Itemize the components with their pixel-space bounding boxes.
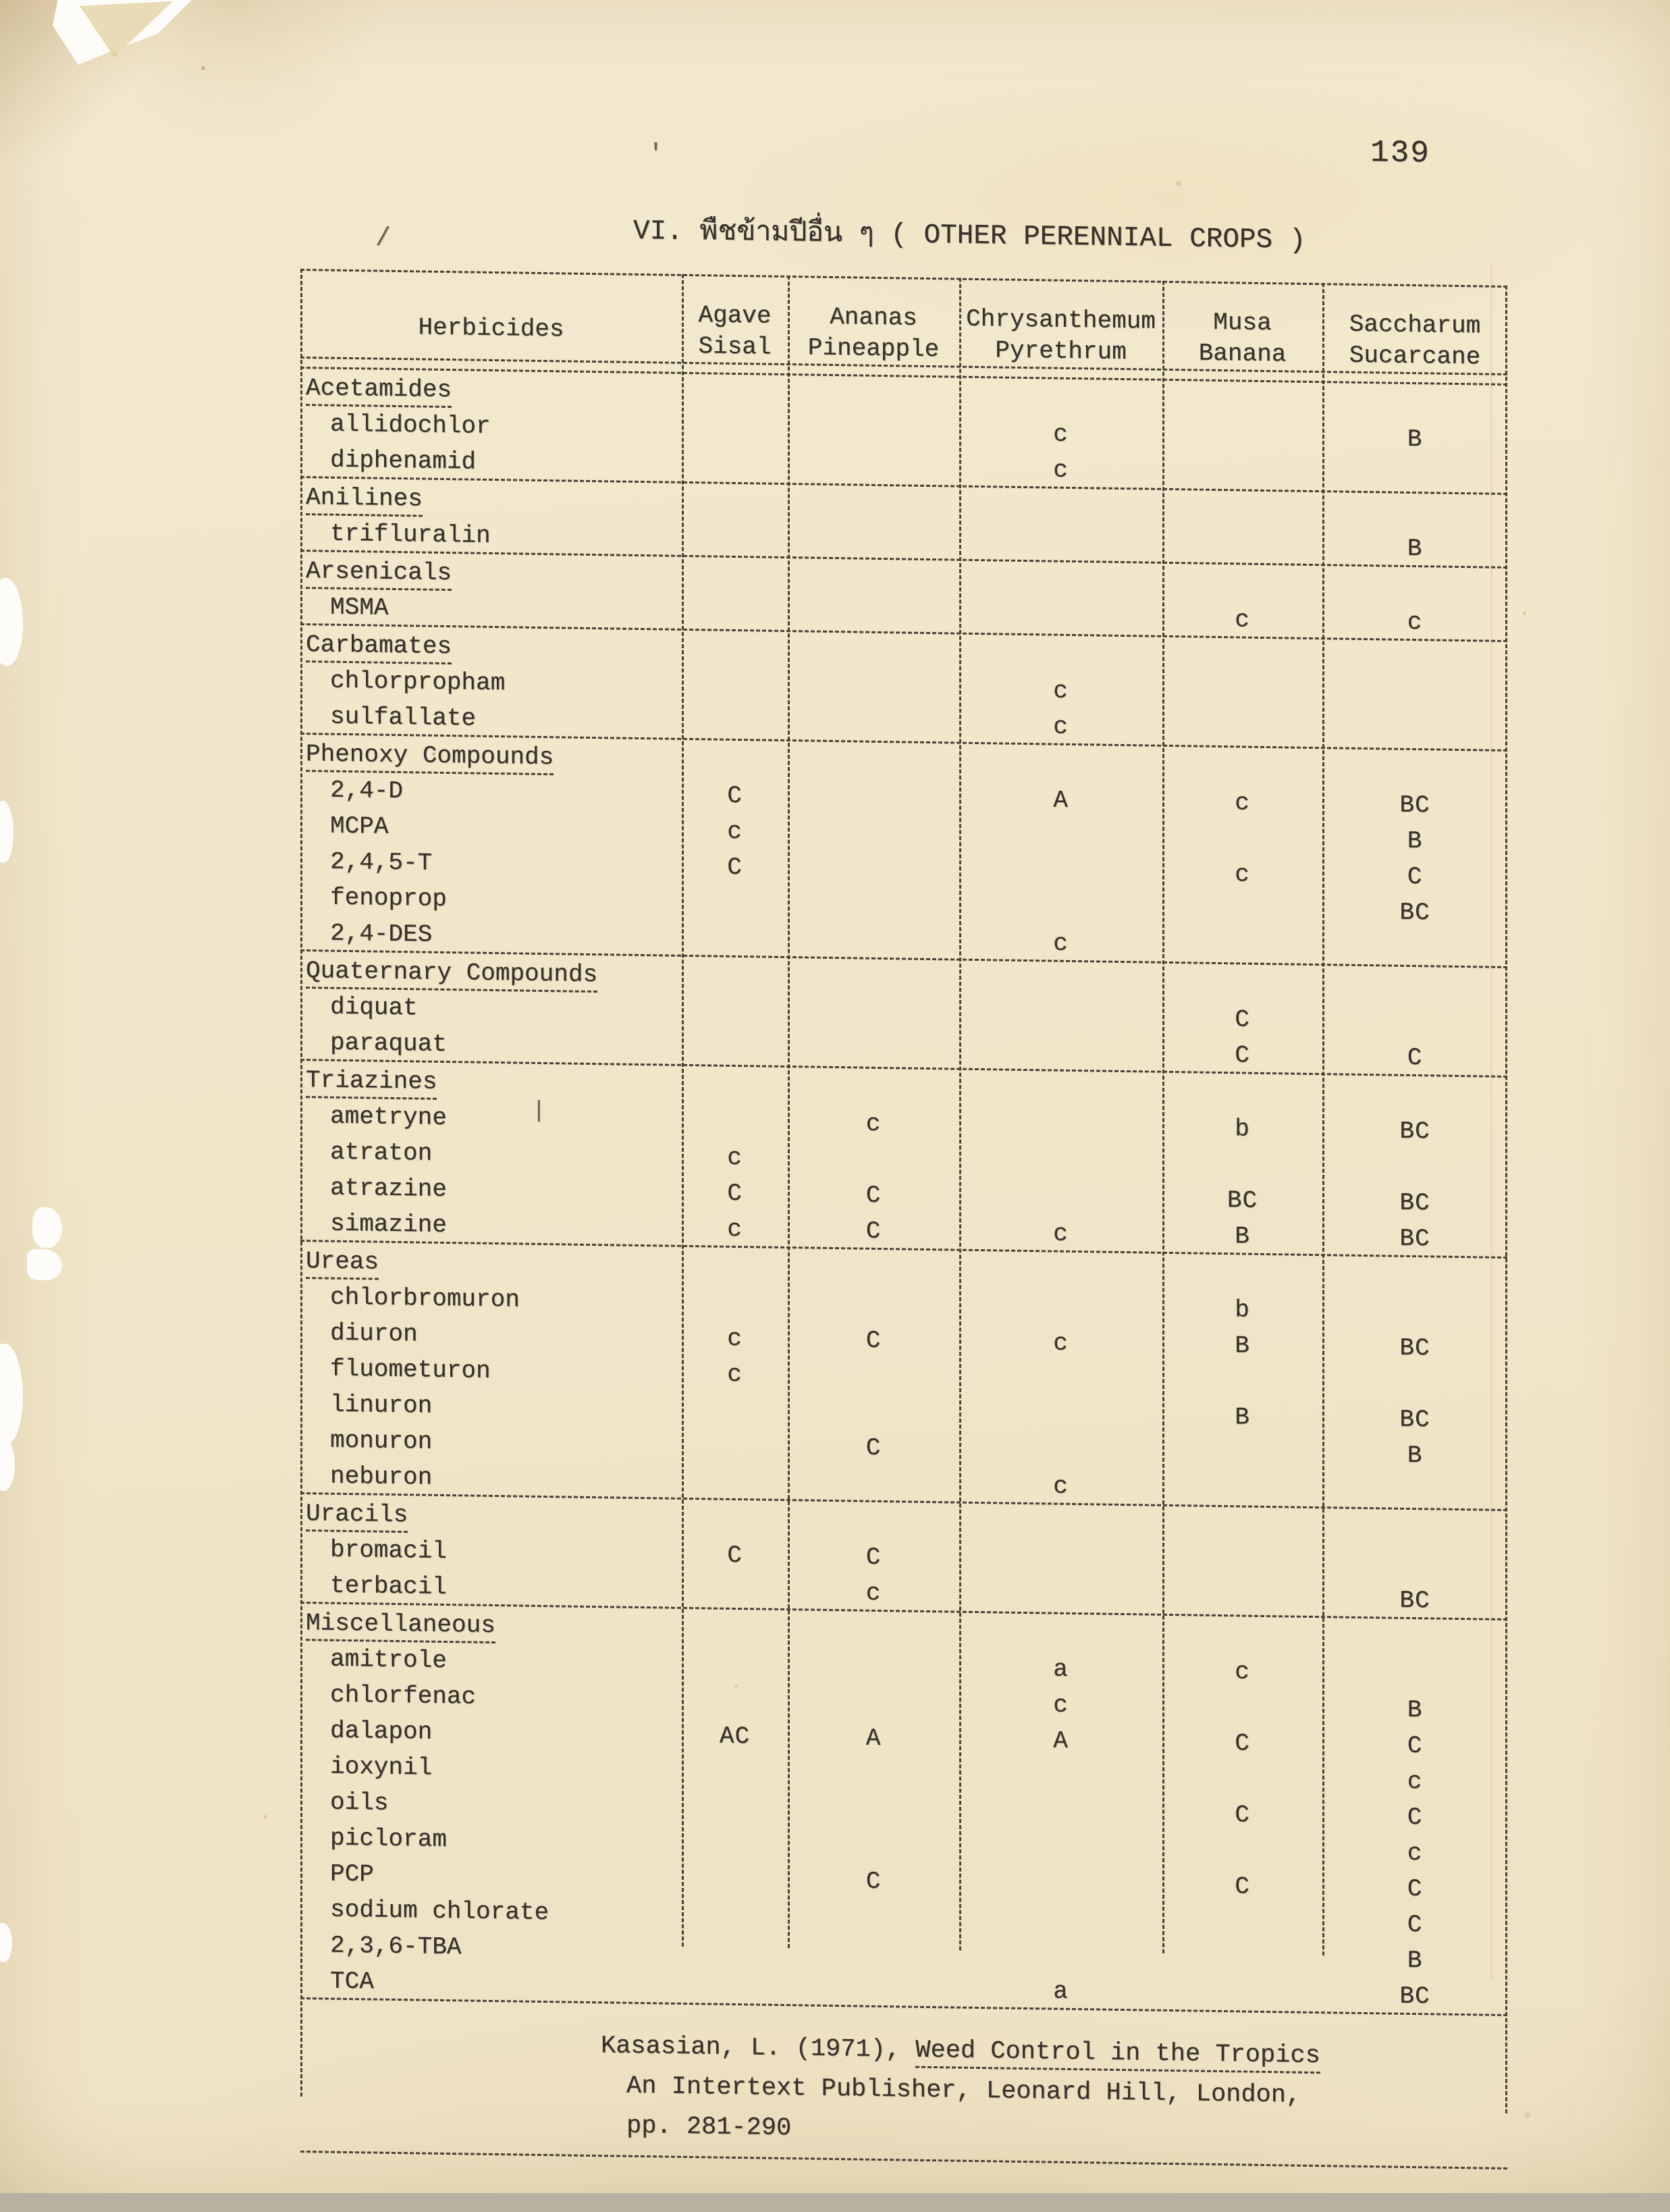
column-header-agave-sisal [682,300,788,375]
herbicide-name: ametryne [330,1102,447,1132]
column-header-line: Ananas [830,302,917,332]
section-name-cell [300,374,682,410]
cell-agave-sisal: C [727,781,743,810]
table-body [300,369,1507,2014]
herbicide-name: atraton [330,1138,433,1167]
cell-musa-banana: BC [1227,1186,1258,1215]
cell-musa-banana: c [1235,606,1250,634]
herbicide-name-cell [300,593,682,629]
cell-ananas-pineapple: C [865,1543,882,1572]
column-header-ananas-pineapple [788,301,959,378]
cell-agave-sisal: c [727,817,743,846]
herbicide-name-cell [300,1462,682,1498]
herbicide-name: chlorbromuron [330,1283,520,1314]
herbicide-name-cell [300,1138,682,1174]
cell-musa-banana: B [1235,1403,1250,1431]
cell-ananas-pineapple: A [865,1724,882,1753]
herbicide-name: 2,4,5-T [330,847,433,877]
herbicide-name-cell [300,847,682,883]
herbicide-name: linuron [330,1390,433,1420]
herbicide-name-cell [300,1860,682,1895]
herbicide-table [300,269,1507,2169]
herbicide-name: allidochlor [330,410,491,440]
stray-mark: ' [648,140,664,169]
herbicide-name: diuron [330,1319,418,1348]
cell-saccharum-sucarcane: B [1407,534,1423,563]
cell-saccharum-sucarcane: BC [1399,1188,1430,1217]
herbicide-name: fenoprop [330,883,447,914]
herbicide-name-cell [300,1571,682,1607]
cell-ananas-pineapple: C [865,1181,882,1210]
section-name-cell [300,740,682,776]
section-name-cell [300,557,682,593]
column-header-saccharum-sucarcane [1322,309,1507,386]
citation-book-title: Weed Control in the Tropics [915,2036,1320,2074]
column-header-herbicides: Herbicides [418,313,564,344]
stray-mark: / [375,223,391,253]
cell-chrysanthemum-pyrethrum: c [1053,929,1069,957]
herbicide-name-cell [300,1716,682,1752]
cell-chrysanthemum-pyrethrum: a [1053,1977,1069,2005]
citation-line-2: An Intertext Publisher, Leonard Hill, London, [626,2072,1301,2110]
column-header-line: Musa [1213,308,1272,338]
herbicide-name-cell [300,1354,682,1390]
section-name-cell [300,483,682,519]
herbicide-name: diphenamid [330,446,477,476]
herbicide-name-cell [300,1645,682,1681]
cell-saccharum-sucarcane: B [1407,1695,1423,1724]
cell-chrysanthemum-pyrethrum: c [1053,1472,1069,1500]
herbicide-name-cell [300,919,682,955]
cell-agave-sisal: AC [719,1722,751,1751]
herbicide-name-cell [300,702,682,738]
cell-saccharum-sucarcane: B [1407,425,1423,454]
title-section-number: VI. [633,215,683,248]
section-label: Anilines [306,483,423,517]
cell-chrysanthemum-pyrethrum: c [1053,420,1069,448]
cell-chrysanthemum-pyrethrum: c [1053,1219,1069,1248]
herbicide-name: 2,4-DES [330,919,433,949]
citation-block [300,1997,1507,2169]
herbicide-name: MSMA [330,593,389,622]
herbicide-name-cell [300,1967,682,2003]
herbicide-name-cell [300,410,682,446]
table-border-left [300,269,302,2097]
cell-musa-banana: C [1235,1041,1250,1070]
herbicide-name: paraquat [330,1028,447,1059]
herbicide-name: picloram [330,1824,447,1854]
herbicide-name-cell [300,1028,682,1064]
herbicide-name-cell [300,1283,682,1319]
herbicide-name-cell [300,1895,682,1931]
cell-chrysanthemum-pyrethrum: c [1053,1691,1069,1719]
cell-chrysanthemum-pyrethrum: c [1053,712,1069,741]
table-border-right [1505,286,1507,2113]
section-label: Miscellaneous [306,1609,495,1643]
herbicide-name: sulfallate [330,702,477,733]
herbicide-name-cell [300,812,682,847]
citation-line-3: pp. 281-290 [626,2111,792,2143]
herbicide-name: 2,4-D [330,776,404,806]
herbicide-name-cell [300,993,682,1028]
herbicide-name: PCP [330,1860,374,1889]
column-header-line: Saccharum [1349,310,1481,340]
section-label: Quaternary Compounds [306,957,597,993]
cell-chrysanthemum-pyrethrum: A [1053,786,1069,814]
cell-ananas-pineapple: C [865,1326,882,1355]
section-name-cell [300,957,682,993]
herbicide-name-cell [300,666,682,702]
cell-musa-banana: b [1235,1296,1250,1324]
herbicide-name: TCA [330,1967,374,1996]
herbicide-name: diquat [330,993,418,1022]
cell-agave-sisal: c [727,1143,743,1172]
herbicide-name: MCPA [330,812,389,841]
cell-saccharum-sucarcane: c [1407,1767,1423,1796]
herbicide-name-cell [300,1752,682,1788]
cell-saccharum-sucarcane: C [1407,1874,1423,1903]
cell-agave-sisal: c [727,1324,743,1353]
cell-saccharum-sucarcane: C [1407,1910,1423,1939]
cell-saccharum-sucarcane: BC [1399,791,1430,820]
herbicide-name-cell [300,1319,682,1354]
cell-chrysanthemum-pyrethrum: c [1053,677,1069,705]
column-header-line: Sucarcane [1349,341,1481,371]
cell-saccharum-sucarcane: C [1407,1803,1423,1832]
cell-saccharum-sucarcane: BC [1399,1405,1430,1434]
herbicide-name-cell [300,883,682,919]
page-number: 139 [1370,135,1430,172]
cell-musa-banana: B [1235,1332,1250,1360]
citation-author-year: Kasasian, L. (1971), [601,2032,916,2065]
column-header-line: Agave [698,301,772,330]
cell-agave-sisal: c [727,1360,743,1389]
cell-ananas-pineapple: C [865,1433,882,1463]
section-name-cell [300,1066,682,1102]
herbicide-name: fluometuron [330,1354,491,1385]
cell-saccharum-sucarcane: B [1407,1441,1423,1470]
cell-chrysanthemum-pyrethrum: a [1053,1655,1069,1683]
section-name-cell [300,1247,682,1283]
cell-musa-banana: c [1235,860,1250,889]
cell-saccharum-sucarcane: C [1407,1731,1423,1760]
column-header-line: Sisal [698,332,772,361]
herbicide-name: ioxynil [330,1752,433,1782]
herbicide-name: amitrole [330,1645,447,1675]
cell-saccharum-sucarcane: BC [1399,1982,1430,2011]
herbicide-name-cell [300,1174,682,1209]
column-rule-3 [959,278,961,1951]
cell-musa-banana: c [1235,789,1250,817]
herbicide-name: atrazine [330,1174,447,1204]
cell-agave-sisal: C [727,1179,743,1208]
cell-ananas-pineapple: C [865,1217,882,1246]
cell-saccharum-sucarcane: B [1407,826,1423,855]
herbicide-name-cell [300,1681,682,1716]
section-label: Carbamates [306,631,452,664]
cell-saccharum-sucarcane: BC [1399,1117,1430,1146]
cell-musa-banana: C [1235,1005,1250,1034]
section-name-cell [300,1609,682,1645]
herbicide-name-cell [300,446,682,481]
cell-musa-banana: c [1235,1658,1250,1686]
cell-saccharum-sucarcane: BC [1399,1586,1430,1615]
herbicide-name: bromacil [330,1535,447,1566]
cell-musa-banana: C [1235,1872,1250,1901]
stray-mark: | [532,1098,546,1125]
herbicide-name: oils [330,1788,389,1817]
herbicide-name-cell [300,1102,682,1138]
herbicide-name: trifluralin [330,519,491,550]
column-header-musa-banana [1162,307,1322,383]
herbicide-name-cell [300,776,682,812]
section-name-cell [300,631,682,666]
cell-saccharum-sucarcane: c [1407,608,1423,637]
herbicide-name: monuron [330,1426,433,1456]
column-header-line: Chrysanthemum [966,305,1156,336]
column-header-line: Pineapple [807,334,940,364]
column-header-line: Pyrethrum [995,336,1127,367]
cell-agave-sisal: C [727,1541,743,1570]
title-english-text: ( OTHER PERENNIAL CROPS ) [890,219,1306,257]
herbicide-name: 2,3,6-TBA [330,1931,462,1961]
herbicide-name-cell [300,519,682,555]
cell-saccharum-sucarcane: B [1407,1946,1423,1975]
section-label: Arsenicals [306,557,452,591]
cell-saccharum-sucarcane: C [1407,1043,1423,1072]
herbicide-name-cell [300,1390,682,1426]
cell-musa-banana: C [1235,1801,1250,1829]
cell-agave-sisal: C [727,853,743,882]
cell-saccharum-sucarcane: c [1407,1839,1423,1868]
section-label: Acetamides [306,374,452,408]
section-label: Ureas [306,1247,379,1280]
cell-ananas-pineapple: c [865,1109,882,1138]
cell-chrysanthemum-pyrethrum: c [1053,456,1069,484]
cell-agave-sisal: c [727,1215,743,1244]
herbicide-name: dalapon [330,1716,433,1746]
cell-musa-banana: C [1235,1729,1250,1758]
column-rule-2 [788,275,790,1948]
cell-saccharum-sucarcane: C [1407,862,1423,891]
title-thai-text: พืชข้ามปีอื่น ๆ [699,217,874,251]
cell-chrysanthemum-pyrethrum: c [1053,1329,1069,1357]
herbicide-name: terbacil [330,1571,447,1602]
section-name-cell [300,1500,682,1535]
cell-saccharum-sucarcane: BC [1399,1224,1430,1253]
column-rule-5 [1322,283,1324,1955]
section-label: Triazines [306,1066,437,1100]
column-rule-1 [682,274,684,1947]
herbicide-name-cell [300,1931,682,1967]
column-rule-4 [1162,281,1164,1953]
herbicide-name-cell [300,1426,682,1462]
section-label: Phenoxy Compounds [306,740,554,775]
cell-musa-banana: b [1235,1115,1250,1143]
herbicide-name: neburon [330,1462,433,1492]
herbicide-name: chlorfenac [330,1681,477,1711]
cell-saccharum-sucarcane: BC [1399,1334,1430,1363]
herbicide-name-cell [300,1535,682,1571]
cell-ananas-pineapple: c [865,1579,882,1608]
section-label: Uracils [306,1500,408,1533]
herbicide-name-cell [300,1788,682,1824]
cell-chrysanthemum-pyrethrum: A [1053,1727,1069,1755]
herbicide-name: sodium chlorate [330,1895,549,1927]
herbicide-name-cell [300,1209,682,1245]
cell-ananas-pineapple: C [865,1867,882,1896]
herbicide-name-cell [300,1824,682,1860]
cell-saccharum-sucarcane: BC [1399,898,1430,927]
herbicide-name: simazine [330,1209,447,1240]
column-header-chrysanthemum-pyrethrum [959,304,1162,381]
page-title [633,207,1305,261]
herbicide-name: chlorpropham [330,666,506,697]
table-header [300,269,1507,386]
cell-musa-banana: B [1235,1222,1250,1250]
column-header-line: Banana [1198,339,1287,369]
